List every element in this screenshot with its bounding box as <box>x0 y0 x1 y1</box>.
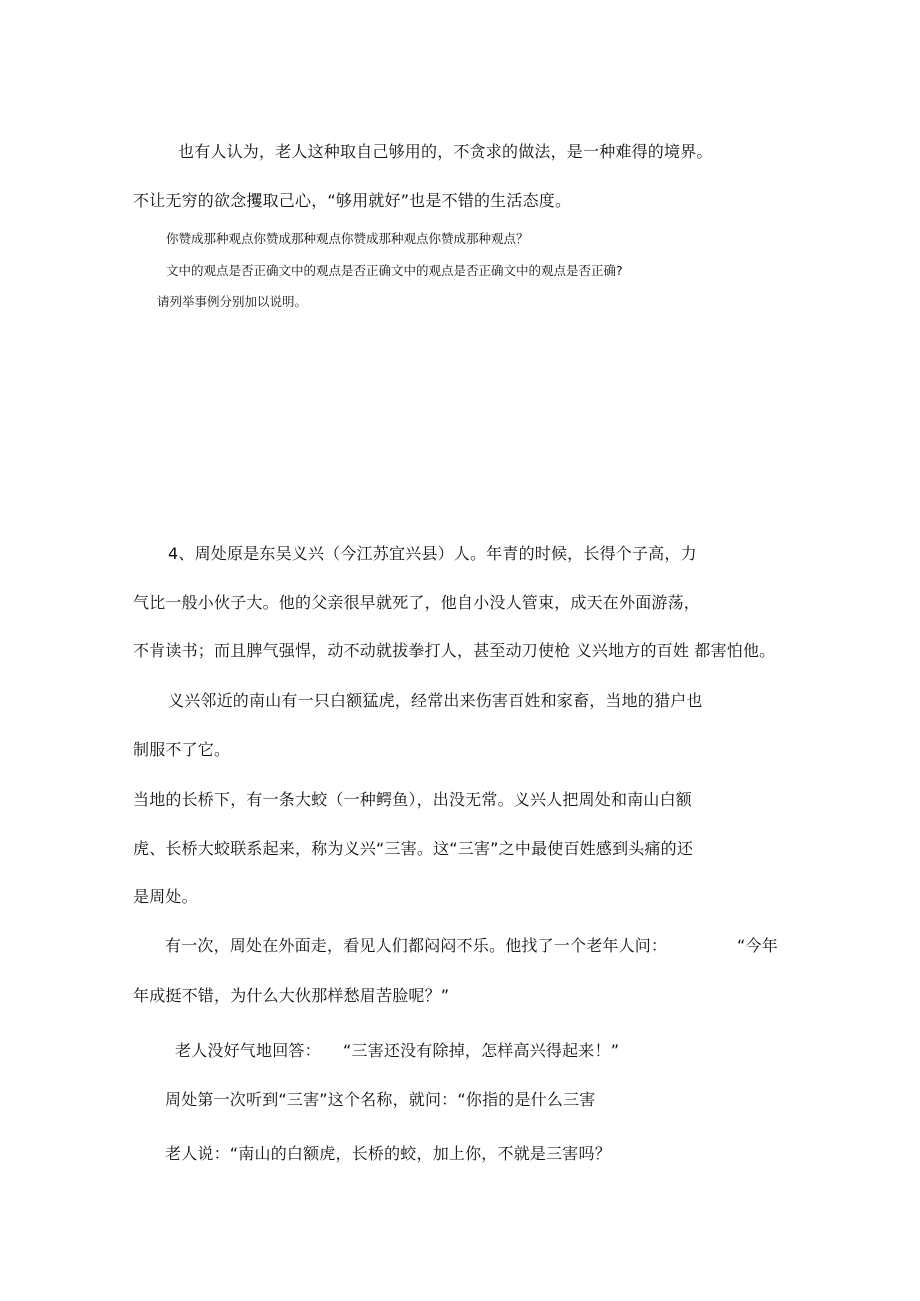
text-line <box>175 1043 655 1063</box>
text-line: 也有人认为，老人这种取自己够用的，不贪求的做法，是一种难得的境界。 <box>178 142 713 161</box>
text-line: 制服不了它。 <box>133 740 231 759</box>
text-line <box>165 938 785 958</box>
text-segment: 有一次，周处在外面走，看见人们都闷闷不乐。他找了一个老年人问： <box>165 936 668 955</box>
text-line: 是周处。 <box>133 887 198 906</box>
text-line: 老人说：“南山的白额虎，长桥的蛟，加上你，不就是三害吗？ <box>165 1144 611 1163</box>
question-line: 文中的观点是否正确文中的观点是否正确文中的观点是否正确文中的观点是否正确? <box>166 263 623 278</box>
question-line: 你赞成那种观点你赞成那种观点你赞成那种观点你赞成那种观点？ <box>166 231 529 246</box>
text-line: 年成挺不错，为什么大伙那样愁眉苦脸呢？” <box>133 986 450 1005</box>
text-line: 当地的长桥下，有一条大蛟（一种鳄鱼），出没无常。义兴人把周处和南山白额 <box>133 790 693 809</box>
text-line: 虎、长桥大蛟联系起来，称为义兴“三害。这“三害”之中最使百姓感到头痛的还 <box>133 839 694 858</box>
text-line: 义兴邻近的南山有一只白额猛虎，经常出来伤害百姓和家畜，当地的猎户也 <box>168 691 703 710</box>
text-segment: “三害还没有除掉，怎样高兴得起来！” <box>343 1041 620 1060</box>
text-segment: 老人没好气地回答： <box>175 1041 321 1060</box>
text-segment: “今年 <box>737 936 778 955</box>
text-line: 不让无穷的欲念攫取己心，“够用就好”也是不错的生活态度。 <box>133 191 572 210</box>
text-line: 不肯读书；而且脾气强悍，动不动就拔拳打人，甚至动刀使枪 义兴地方的百姓 都害怕他。 <box>133 641 776 660</box>
text-line: 周处第一次听到“三害”这个名称，就问：“你指的是什么三害 <box>165 1090 596 1109</box>
text-line: 4、周处原是东吴义兴（今江苏宜兴县）人。年青的时候，长得个子高，力 <box>168 544 697 563</box>
question-line: 请列举事例分别加以说明。 <box>157 294 308 309</box>
text-line: 气比一般小伙子大。他的父亲很早就死了，他自小没人管束，成天在外面游荡， <box>133 593 701 612</box>
